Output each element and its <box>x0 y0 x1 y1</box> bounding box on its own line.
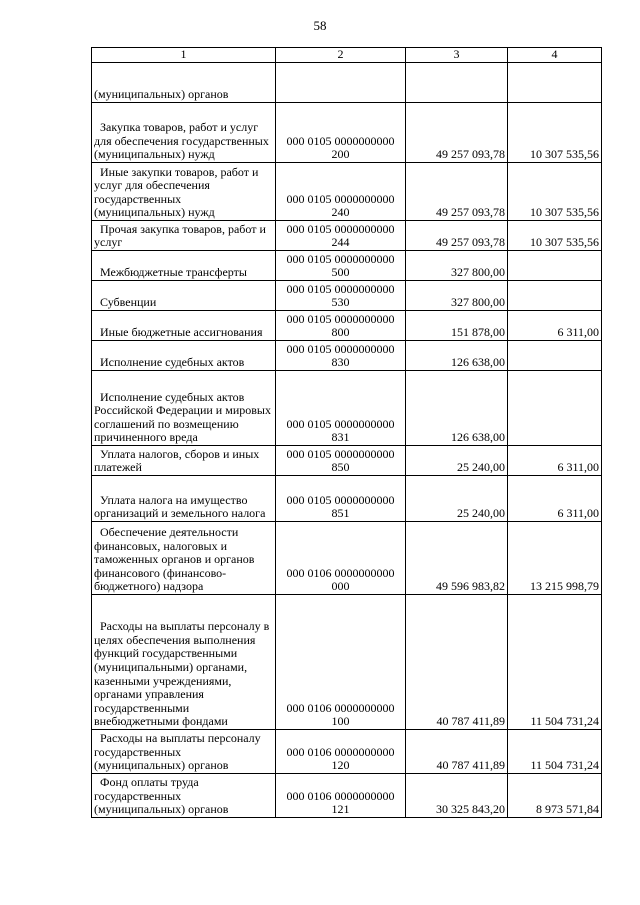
row-name-cell <box>92 446 276 476</box>
row-code-main: 000 0105 0000000000 <box>286 133 395 148</box>
row-code-cell <box>276 774 406 818</box>
table-row <box>92 446 602 476</box>
row-name-cell <box>92 476 276 522</box>
table-row <box>92 595 602 730</box>
row-executed-amount <box>508 341 602 371</box>
row-code-type: 200 <box>331 147 350 162</box>
row-name-cell <box>92 595 276 730</box>
row-code-type: 530 <box>331 295 350 310</box>
row-approved-amount: 151 878,00 <box>406 311 508 341</box>
row-executed-amount <box>508 371 602 446</box>
row-approved-amount: 49 257 093,78 <box>406 221 508 251</box>
row-code-cell <box>276 103 406 163</box>
row-approved-amount: 327 800,00 <box>406 281 508 311</box>
row-name-cell <box>92 103 276 163</box>
row-executed-amount: 6 311,00 <box>508 476 602 522</box>
row-code-cell <box>276 476 406 522</box>
row-name: Исполнение судебных актов <box>100 355 245 370</box>
row-name-cell <box>92 311 276 341</box>
row-code-main: 000 0106 0000000000 <box>286 788 395 803</box>
row-name: Субвенции <box>100 295 157 310</box>
table-row <box>92 103 602 163</box>
row-executed-amount: 10 307 535,56 <box>508 103 602 163</box>
row-name-cell <box>92 522 276 595</box>
row-approved-amount: 25 240,00 <box>406 446 508 476</box>
row-approved-amount: 126 638,00 <box>406 371 508 446</box>
row-name-cell <box>92 774 276 818</box>
row-code-main: 000 0105 0000000000 <box>286 446 395 461</box>
row-code-cell <box>276 163 406 221</box>
row-approved-amount: 49 257 093,78 <box>406 103 508 163</box>
row-name-cell <box>92 281 276 311</box>
row-code-main: 000 0106 0000000000 <box>286 700 395 715</box>
row-code-cell <box>276 221 406 251</box>
row-code-type: 800 <box>331 325 350 340</box>
row-name: Фонд оплаты труда государственных (муниципальных) органов <box>94 775 229 817</box>
row-code-main: 000 0105 0000000000 <box>286 281 395 296</box>
row-code-main: 000 0105 0000000000 <box>286 341 395 356</box>
table-row <box>92 522 602 595</box>
table-row <box>92 311 602 341</box>
row-code-type: 851 <box>331 506 350 521</box>
column-header: 1 <box>92 48 276 63</box>
row-name: Уплата налогов, сборов и иных платежей <box>94 446 260 475</box>
row-name: (муниципальных) органов <box>94 87 229 102</box>
row-code-type: 500 <box>331 265 350 280</box>
table-row <box>92 774 602 818</box>
row-code-type: 121 <box>331 802 350 817</box>
row-code-cell <box>276 522 406 595</box>
row-name: Прочая закупка товаров, работ и услуг <box>94 221 266 250</box>
row-approved-amount: 30 325 843,20 <box>406 774 508 818</box>
row-code-main: 000 0105 0000000000 <box>286 191 395 206</box>
row-name: Исполнение судебных актов Российской Федерации и мировых соглашений по возмещению причиненного вреда <box>94 389 271 445</box>
row-name-cell <box>92 221 276 251</box>
row-executed-amount <box>508 251 602 281</box>
row-code-type: 850 <box>331 460 350 475</box>
row-executed-amount <box>508 63 602 103</box>
row-executed-amount: 11 504 731,24 <box>508 730 602 774</box>
column-header: 2 <box>276 48 406 63</box>
row-code-type: 120 <box>331 758 350 773</box>
row-executed-amount: 10 307 535,56 <box>508 163 602 221</box>
row-approved-amount: 25 240,00 <box>406 476 508 522</box>
row-code-type: 100 <box>331 714 350 729</box>
table-row <box>92 371 602 446</box>
row-executed-amount: 6 311,00 <box>508 446 602 476</box>
row-name: Иные закупки товаров, работ и услуг для обеспечения государственных (муниципальных) нужд <box>94 164 259 220</box>
column-header: 4 <box>508 48 602 63</box>
row-executed-amount: 13 215 998,79 <box>508 522 602 595</box>
row-code-main: 000 0105 0000000000 <box>286 492 395 507</box>
row-name: Расходы на выплаты персоналу государственных (муниципальных) органов <box>94 731 261 773</box>
row-name-cell <box>92 251 276 281</box>
row-name-cell <box>92 341 276 371</box>
table-row <box>92 476 602 522</box>
row-name: Иные бюджетные ассигнования <box>100 325 263 340</box>
row-approved-amount: 327 800,00 <box>406 251 508 281</box>
row-code-cell <box>276 63 406 103</box>
table-row <box>92 251 602 281</box>
row-code-main: 000 0106 0000000000 <box>286 744 395 759</box>
row-approved-amount: 49 596 983,82 <box>406 522 508 595</box>
row-name-cell <box>92 730 276 774</box>
row-code-main: 000 0106 0000000000 <box>286 565 395 580</box>
table-row <box>92 221 602 251</box>
table-row <box>92 163 602 221</box>
row-executed-amount: 10 307 535,56 <box>508 221 602 251</box>
table-row <box>92 63 602 103</box>
row-code-cell <box>276 446 406 476</box>
row-name: Уплата налога на имущество организаций и земельного налога <box>94 492 266 521</box>
row-code-cell <box>276 311 406 341</box>
row-code-cell <box>276 251 406 281</box>
row-code-cell <box>276 730 406 774</box>
row-name: Расходы на выплаты персоналу в целях обеспечения выполнения функций государственными (муниципальными) органами, казенными учреждениями, органами управления государственными внебюджетными фондами <box>94 619 270 729</box>
row-code-type: 244 <box>331 235 350 250</box>
row-approved-amount: 40 787 411,89 <box>406 730 508 774</box>
table-row <box>92 341 602 371</box>
row-code-cell <box>276 281 406 311</box>
row-name: Межбюджетные трансферты <box>100 265 247 280</box>
row-approved-amount: 40 787 411,89 <box>406 595 508 730</box>
row-executed-amount: 6 311,00 <box>508 311 602 341</box>
row-name-cell <box>92 63 276 103</box>
row-name-cell <box>92 371 276 446</box>
table-header-row <box>92 48 602 63</box>
budget-table <box>91 47 602 818</box>
page-number: 58 <box>313 18 327 33</box>
row-approved-amount: 49 257 093,78 <box>406 163 508 221</box>
row-approved-amount: 126 638,00 <box>406 341 508 371</box>
row-approved-amount <box>406 63 508 103</box>
row-name-cell <box>92 163 276 221</box>
row-code-cell <box>276 341 406 371</box>
row-code-main: 000 0105 0000000000 <box>286 416 395 431</box>
column-header: 3 <box>406 48 508 63</box>
row-code-main: 000 0105 0000000000 <box>286 311 395 326</box>
row-code-cell <box>276 595 406 730</box>
row-executed-amount: 11 504 731,24 <box>508 595 602 730</box>
row-name: Обеспечение деятельности финансовых, налоговых и таможенных органов и органов финансового (финансово-бюджетного) надзора <box>94 525 255 594</box>
row-executed-amount <box>508 281 602 311</box>
row-code-type: 000 <box>331 579 350 594</box>
row-code-cell <box>276 371 406 446</box>
row-code-type: 831 <box>331 430 350 445</box>
row-code-main: 000 0105 0000000000 <box>286 251 395 266</box>
row-code-type: 830 <box>331 355 350 370</box>
table-row <box>92 730 602 774</box>
row-name: Закупка товаров, работ и услуг для обеспечения государственных (муниципальных) нужд <box>94 120 269 162</box>
row-code-main: 000 0105 0000000000 <box>286 221 395 236</box>
table-row <box>92 281 602 311</box>
row-executed-amount: 8 973 571,84 <box>508 774 602 818</box>
row-code-type: 240 <box>331 205 350 220</box>
